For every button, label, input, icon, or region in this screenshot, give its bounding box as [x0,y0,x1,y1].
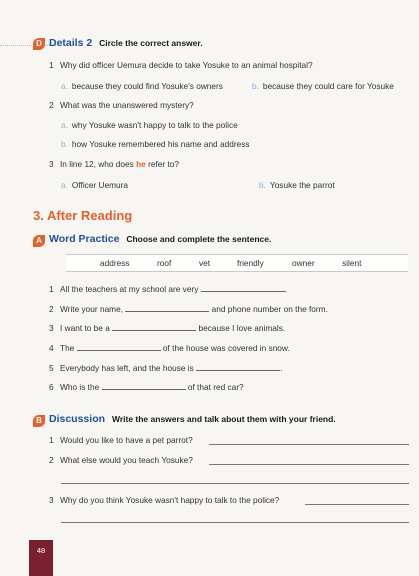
question-text: Would you like to have a pet parrot? [60,435,193,445]
word-bank-item: owner [292,258,315,268]
sentence-1 [49,283,287,294]
answer-blank[interactable] [201,283,285,292]
answer-line[interactable] [209,444,409,445]
q1-option-a[interactable] [61,81,223,91]
word-practice-instruction: Choose and complete the sentence. [126,234,272,244]
option-letter: b. [61,139,68,149]
section-b-badge: B [33,415,45,427]
question-number: 1 [49,435,54,445]
details-instruction: Circle the correct answer. [99,38,203,48]
sentence-text: . [284,284,287,294]
word-bank [66,254,408,272]
sentence-4 [49,342,290,353]
question-text: What was the unanswered mystery? [60,100,194,110]
word-bank-item: vet [199,258,211,268]
answer-blank[interactable] [112,322,196,331]
word-bank-item: silent [342,258,362,268]
option-letter: b. [259,180,266,190]
sentence-text: . [280,363,283,373]
sentence-2 [49,303,328,314]
highlighted-word: he [136,159,146,169]
discussion-title: Discussion [49,413,106,425]
answer-blank[interactable] [77,342,161,351]
answer-line[interactable] [61,522,409,523]
sentence-6 [49,381,244,392]
question-number: 3 [49,159,54,169]
question-text: Why did officer Uemura decide to take Yosuke to an animal hospital? [60,60,313,70]
word-bank-item: address [100,258,130,268]
sentence-5 [49,362,282,373]
answer-blank[interactable] [196,362,283,373]
sentence-text: of that red car? [187,382,244,392]
sentence-number: 1 [49,284,54,294]
discussion-question-1 [49,435,193,445]
sentence-number: 2 [49,304,54,314]
sentence-number: 4 [49,343,54,353]
sentence-text: Who is the [60,382,100,392]
sentence-text: All the teachers at my school are very [60,284,199,294]
sentence-number: 3 [49,323,54,333]
q2-option-a[interactable] [61,120,238,130]
option-text: because they could find Yosuke's owners [71,81,223,91]
answer-line[interactable] [61,483,409,484]
answer-blank[interactable] [125,303,209,312]
question-number: 3 [49,495,54,505]
sentence-3 [49,322,285,333]
option-text: how Yosuke remembered his name and address [71,139,250,149]
option-letter: a. [61,81,68,91]
sentence-text: The [60,343,75,353]
question-text: refer to? [145,159,180,169]
details-title: Details 2 [49,37,93,49]
q3-option-b[interactable] [259,180,335,190]
sentence-text: and phone number on the form. [211,304,328,314]
answer-blank[interactable] [102,381,186,390]
q2-option-b[interactable] [61,139,250,149]
word-bank-item: friendly [237,258,264,268]
option-text: Yosuke the parrot [269,180,335,190]
answer-line[interactable] [305,504,409,505]
sentence-text: because I love animals. [198,323,286,333]
page-number: 48 [36,546,46,555]
section-a-badge: A [33,235,45,247]
discussion-question-2 [49,455,193,465]
option-text: Officer Uemura [71,180,129,190]
discussion-question-3 [49,495,279,505]
question-text: Why do you think Yosuke wasn't happy to talk to the police? [60,495,280,505]
option-letter: a. [61,120,68,130]
option-text: why Yosuke wasn't happy to talk to the police [71,120,238,130]
details-heading [49,37,203,49]
details-question-3 [49,159,179,169]
question-number: 1 [49,60,54,70]
details-question-1 [49,60,313,70]
option-letter: a. [61,180,68,190]
option-text: because they could care for Yosuke [262,81,394,91]
word-practice-heading [49,233,271,245]
question-text: What else would you teach Yosuke? [60,455,193,465]
sentence-text: Write your name, [60,304,124,314]
option-letter: b. [252,81,259,91]
sentence-number: 6 [49,382,54,392]
page-number-tab [29,540,53,576]
sentence-text: Everybody has left, and the house is [60,363,194,373]
q1-option-b[interactable] [252,81,394,91]
sentence-text: I want to be a [60,323,110,333]
details-question-2 [49,100,194,110]
word-practice-title: Word Practice [49,233,120,245]
discussion-heading [49,413,336,425]
q3-option-a[interactable] [61,180,128,190]
answer-line[interactable] [209,464,409,465]
sentence-number: 5 [49,363,54,373]
sentence-text: of the house was covered in snow. [162,343,290,353]
question-number: 2 [49,455,54,465]
question-text: In line 12, who does [60,159,137,169]
question-number: 2 [49,100,54,110]
word-bank-item: roof [157,258,172,268]
section-d-badge: D [33,38,45,50]
discussion-instruction: Write the answers and talk about them with your friend. [111,414,336,424]
after-reading-title: 3. After Reading [33,208,133,223]
